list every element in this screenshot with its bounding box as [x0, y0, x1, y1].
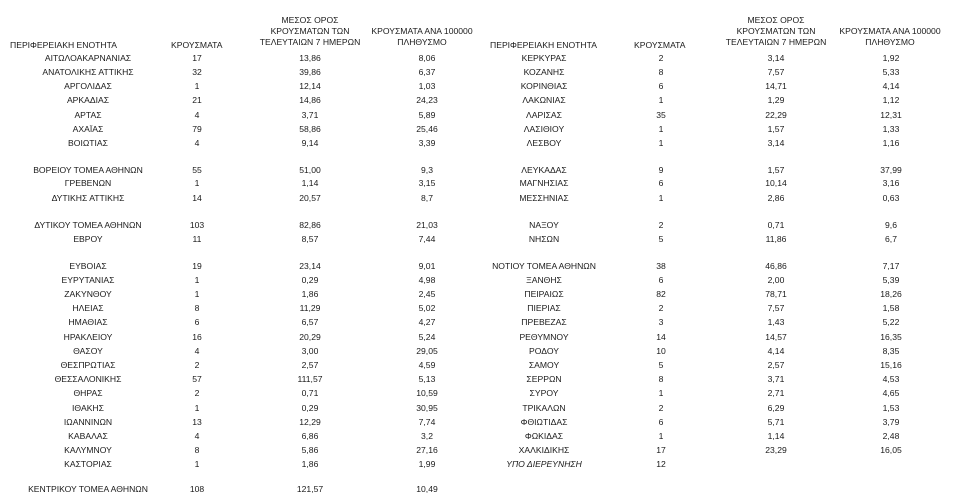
cell-avg7: 3,71 — [301, 110, 319, 120]
cell-cases: 10 — [656, 346, 666, 356]
cell-per100k: 3,39 — [418, 138, 436, 148]
cell-per100k: 37,99 — [880, 165, 902, 175]
cell-cases: 1 — [194, 178, 200, 188]
cell-cases: 79 — [192, 124, 202, 134]
cell-region: ΕΥΡΥΤΑΝΙΑΣ — [61, 275, 115, 285]
cell-avg7: 6,29 — [767, 403, 785, 413]
cell-cases: 1 — [658, 95, 664, 105]
cell-per100k: 4,98 — [418, 275, 436, 285]
cell-avg7: 20,29 — [299, 332, 321, 342]
cell-region: ΙΘΑΚΗΣ — [72, 403, 104, 413]
cell-cases: 1 — [194, 289, 200, 299]
cell-avg7: 3,00 — [301, 346, 319, 356]
cell-avg7: 10,14 — [765, 178, 787, 188]
header-avg7-line-2: ΚΡΟΥΣΜΑΤΩΝ ΤΩΝ — [270, 26, 350, 36]
cell-cases: 2 — [658, 303, 664, 313]
cell-avg7: 1,86 — [301, 289, 319, 299]
cell-per100k: 5,02 — [418, 303, 436, 313]
cell-cases: 3 — [658, 317, 664, 327]
cell-cases: 1 — [658, 388, 664, 398]
cell-region: ΜΕΣΣΗΝΙΑΣ — [519, 193, 569, 203]
cell-avg7: 4,14 — [767, 346, 785, 356]
cell-region: ΗΜΑΘΙΑΣ — [68, 317, 108, 327]
right-header-avg7 — [706, 15, 846, 48]
cell-cases: 17 — [656, 445, 666, 455]
cell-cases: 9 — [658, 165, 664, 175]
cell-per100k: 1,99 — [418, 459, 436, 469]
cell-region: ΛΑΡΙΣΑΣ — [526, 110, 562, 120]
cell-cases: 35 — [656, 110, 666, 120]
cell-region: ΚΕΡΚΥΡΑΣ — [521, 53, 567, 63]
cell-region: ΠΕΙΡΑΙΩΣ — [524, 289, 564, 299]
cell-region: ΜΑΓΝΗΣΙΑΣ — [519, 178, 569, 188]
cell-per100k: 18,26 — [880, 289, 902, 299]
cell-cases: 1 — [194, 459, 200, 469]
cell-avg7: 2,86 — [767, 193, 785, 203]
cell-avg7: 3,71 — [767, 374, 785, 384]
cell-avg7: 8,57 — [301, 234, 319, 244]
cell-avg7: 9,14 — [301, 138, 319, 148]
cell-per100k: 7,44 — [418, 234, 436, 244]
cell-avg7: 1,14 — [767, 431, 785, 441]
cell-per100k: 8,06 — [418, 53, 436, 63]
left-header-avg7 — [240, 15, 380, 48]
cell-region: ΡΟΔΟΥ — [529, 346, 559, 356]
cell-cases: 21 — [192, 95, 202, 105]
cell-cases: 4 — [194, 110, 200, 120]
cell-avg7: 5,86 — [301, 445, 319, 455]
cell-cases: 17 — [192, 53, 202, 63]
cell-cases: 82 — [656, 289, 666, 299]
cell-region: ΗΡΑΚΛΕΙΟΥ — [63, 332, 113, 342]
cell-per100k: 10,59 — [416, 388, 438, 398]
cell-region: ΥΠΟ ΔΙΕΡΕΥΝΗΣΗ — [506, 459, 582, 469]
cell-region: ΙΩΑΝΝΙΝΩΝ — [63, 417, 113, 427]
left-header-region — [10, 40, 117, 51]
cell-region: ΕΥΒΟΙΑΣ — [69, 261, 107, 271]
header-cases-label: ΚΡΟΥΣΜΑΤΑ — [171, 40, 223, 50]
cell-cases: 4 — [194, 138, 200, 148]
cell-cases: 13 — [192, 417, 202, 427]
cell-region: ΛΑΣΙΘΙΟΥ — [523, 124, 565, 134]
cell-per100k: 24,23 — [416, 95, 438, 105]
cell-cases: 2 — [194, 388, 200, 398]
cell-region: ΑΡΚΑΔΙΑΣ — [66, 95, 110, 105]
cell-avg7: 0,29 — [301, 403, 319, 413]
cell-cases: 55 — [192, 165, 202, 175]
cell-cases: 14 — [192, 193, 202, 203]
cell-cases: 1 — [194, 403, 200, 413]
cell-cases: 1 — [658, 193, 664, 203]
cell-avg7: 1,14 — [301, 178, 319, 188]
cell-cases: 1 — [658, 138, 664, 148]
cell-avg7: 1,86 — [301, 459, 319, 469]
cell-region: ΣΥΡΟΥ — [529, 388, 559, 398]
cell-per100k: 5,39 — [882, 275, 900, 285]
cell-avg7: 1,29 — [767, 95, 785, 105]
cell-avg7: 20,57 — [299, 193, 321, 203]
cell-per100k: 2,48 — [882, 431, 900, 441]
cell-cases: 57 — [192, 374, 202, 384]
cell-region: ΝΑΞΟΥ — [529, 220, 559, 230]
cell-region: ΤΡΙΚΑΛΩΝ — [522, 403, 566, 413]
cell-avg7: 23,14 — [299, 261, 321, 271]
cell-region: ΛΕΥΚΑΔΑΣ — [521, 165, 567, 175]
cell-cases: 1 — [658, 431, 664, 441]
cell-region: ΦΘΙΩΤΙΔΑΣ — [520, 417, 568, 427]
cell-per100k: 30,95 — [416, 403, 438, 413]
cell-cases: 5 — [658, 360, 664, 370]
cell-avg7: 51,00 — [299, 165, 321, 175]
cell-region: ΘΑΣΟΥ — [73, 346, 103, 356]
header-avg7-line-1: ΜΕΣΟΣ ΟΡΟΣ — [747, 15, 805, 25]
cell-region: ΒΟΡΕΙΟΥ ΤΟΜΕΑ ΑΘΗΝΩΝ — [33, 165, 143, 175]
cell-per100k: 8,7 — [421, 193, 433, 203]
cell-per100k: 4,65 — [882, 388, 900, 398]
cell-avg7: 1,43 — [767, 317, 785, 327]
cell-region: ΘΕΣΠΡΩΤΙΑΣ — [60, 360, 116, 370]
cell-cases: 103 — [189, 220, 205, 230]
header-region-label: ΠΕΡΙΦΕΡΕΙΑΚΗ ΕΝΟΤΗΤΑ — [490, 40, 597, 50]
right-header-cases — [634, 40, 686, 51]
cell-avg7: 78,71 — [765, 289, 787, 299]
cell-per100k: 3,16 — [882, 178, 900, 188]
cell-region: ΑΝΑΤΟΛΙΚΗΣ ΑΤΤΙΚΗΣ — [42, 67, 134, 77]
cell-per100k: 8,35 — [882, 346, 900, 356]
header-region-label: ΠΕΡΙΦΕΡΕΙΑΚΗ ΕΝΟΤΗΤΑ — [10, 40, 117, 50]
cell-region: ΑΙΤΩΛΟΑΚΑΡΝΑΝΙΑΣ — [44, 53, 132, 63]
header-per100k-line-2: ΠΛΗΘΥΣΜΟ — [865, 37, 915, 47]
cell-cases: 6 — [658, 81, 664, 91]
cell-region: ΕΒΡΟΥ — [73, 234, 103, 244]
cell-region: ΧΑΛΚΙΔΙΚΗΣ — [518, 445, 570, 455]
cell-per100k: 5,22 — [882, 317, 900, 327]
cell-region: ΣΕΡΡΩΝ — [526, 374, 562, 384]
cell-avg7: 2,57 — [767, 360, 785, 370]
cell-per100k: 1,16 — [882, 138, 900, 148]
cell-cases: 4 — [194, 346, 200, 356]
cell-avg7: 7,57 — [767, 303, 785, 313]
cell-avg7: 1,57 — [767, 165, 785, 175]
left-header-cases — [171, 40, 223, 51]
cell-cases: 5 — [658, 234, 664, 244]
right-header-region — [490, 40, 597, 51]
cell-per100k: 6,37 — [418, 67, 436, 77]
cell-region: ΦΩΚΙΔΑΣ — [524, 431, 564, 441]
cell-avg7: 3,14 — [767, 53, 785, 63]
cell-per100k: 16,35 — [880, 332, 902, 342]
cell-per100k: 16,05 — [880, 445, 902, 455]
cell-cases: 4 — [194, 431, 200, 441]
cell-avg7: 14,86 — [299, 95, 321, 105]
header-avg7-line-1: ΜΕΣΟΣ ΟΡΟΣ — [281, 15, 339, 25]
cell-cases: 14 — [656, 332, 666, 342]
cell-cases: 11 — [192, 234, 202, 244]
cell-region: ΓΡΕΒΕΝΩΝ — [64, 178, 112, 188]
cell-cases: 8 — [658, 67, 664, 77]
cell-region: ΘΗΡΑΣ — [73, 388, 103, 398]
cell-avg7: 111,57 — [297, 374, 323, 384]
cell-cases: 2 — [658, 403, 664, 413]
header-avg7-line-3: ΤΕΛΕΥΤΑΙΩΝ 7 ΗΜΕΡΩΝ — [259, 37, 361, 47]
cell-per100k: 9,6 — [885, 220, 897, 230]
cell-per100k: 1,53 — [882, 403, 900, 413]
cell-cases: 1 — [658, 124, 664, 134]
cell-avg7: 2,00 — [767, 275, 785, 285]
cell-per100k: 4,53 — [882, 374, 900, 384]
cell-avg7: 82,86 — [299, 220, 321, 230]
cell-cases: 32 — [192, 67, 202, 77]
cell-avg7: 7,57 — [767, 67, 785, 77]
cell-region: ΛΕΣΒΟΥ — [526, 138, 562, 148]
cell-per100k: 1,92 — [882, 53, 900, 63]
cell-per100k: 6,7 — [885, 234, 897, 244]
cell-avg7: 12,14 — [299, 81, 321, 91]
cell-avg7: 5,71 — [767, 417, 785, 427]
cell-per100k: 7,74 — [418, 417, 436, 427]
cell-cases: 16 — [192, 332, 202, 342]
cell-avg7: 0,29 — [301, 275, 319, 285]
cell-region: ΚΟΖΑΝΗΣ — [523, 67, 565, 77]
cell-region: ΔΥΤΙΚΟΥ ΤΟΜΕΑ ΑΘΗΝΩΝ — [34, 220, 142, 230]
cell-avg7: 6,57 — [301, 317, 319, 327]
cell-per100k: 27,16 — [416, 445, 438, 455]
cell-avg7: 14,71 — [765, 81, 787, 91]
cell-cases: 2 — [194, 360, 200, 370]
cell-avg7: 46,86 — [765, 261, 787, 271]
cell-cases: 8 — [658, 374, 664, 384]
cell-region: ΡΕΘΥΜΝΟΥ — [519, 332, 569, 342]
cell-region: ΒΟΙΩΤΙΑΣ — [68, 138, 108, 148]
cell-cases: 6 — [194, 317, 200, 327]
cell-avg7: 2,57 — [301, 360, 319, 370]
cell-region: ΝΗΣΩΝ — [528, 234, 560, 244]
cell-region: ΛΑΚΩΝΙΑΣ — [522, 95, 566, 105]
cell-region: ΠΙΕΡΙΑΣ — [527, 303, 561, 313]
cell-region: ΑΡΓΟΛΙΔΑΣ — [64, 81, 112, 91]
cell-region: ΑΧΑΪΑΣ — [72, 124, 104, 134]
cell-per100k: 10,49 — [416, 484, 438, 494]
cell-region: ΚΟΡΙΝΘΙΑΣ — [520, 81, 568, 91]
cell-per100k: 4,14 — [882, 81, 900, 91]
cell-avg7: 121,57 — [296, 484, 324, 494]
cell-per100k: 5,33 — [882, 67, 900, 77]
header-per100k-line-1: ΚΡΟΥΣΜΑΤΑ ΑΝΑ 100000 — [371, 26, 473, 36]
cell-per100k: 3,15 — [418, 178, 436, 188]
cell-cases: 6 — [658, 417, 664, 427]
cell-cases: 19 — [192, 261, 202, 271]
cell-avg7: 11,29 — [299, 303, 321, 313]
cell-cases: 2 — [658, 220, 664, 230]
cell-avg7: 2,71 — [767, 388, 785, 398]
cell-per100k: 4,59 — [418, 360, 436, 370]
right-header-per100k — [832, 26, 948, 48]
cell-per100k: 9,01 — [418, 261, 436, 271]
cell-cases: 2 — [658, 53, 664, 63]
cell-per100k: 25,46 — [416, 124, 438, 134]
cell-region: ΚΕΝΤΡΙΚΟΥ ΤΟΜΕΑ ΑΘΗΝΩΝ — [28, 484, 148, 494]
cell-per100k: 3,79 — [882, 417, 900, 427]
cell-per100k: 3,2 — [421, 431, 433, 441]
cell-cases: 1 — [194, 275, 200, 285]
cell-per100k: 1,58 — [882, 303, 900, 313]
header-avg7-line-3: ΤΕΛΕΥΤΑΙΩΝ 7 ΗΜΕΡΩΝ — [725, 37, 827, 47]
cell-cases: 12 — [656, 459, 666, 469]
cell-per100k: 1,03 — [418, 81, 436, 91]
cell-region: ΚΑΣΤΟΡΙΑΣ — [64, 459, 112, 469]
cell-per100k: 5,13 — [418, 374, 436, 384]
cell-region: ΔΥΤΙΚΗΣ ΑΤΤΙΚΗΣ — [51, 193, 125, 203]
header-cases-label: ΚΡΟΥΣΜΑΤΑ — [634, 40, 686, 50]
cell-avg7: 23,29 — [765, 445, 787, 455]
cell-per100k: 1,12 — [882, 95, 900, 105]
cell-per100k: 0,63 — [882, 193, 900, 203]
cell-avg7: 22,29 — [765, 110, 787, 120]
cell-region: ΘΕΣΣΑΛΟΝΙΚΗΣ — [54, 374, 122, 384]
cell-region: ΑΡΤΑΣ — [74, 110, 102, 120]
cell-per100k: 29,05 — [416, 346, 438, 356]
cell-per100k: 2,45 — [418, 289, 436, 299]
header-per100k-line-1: ΚΡΟΥΣΜΑΤΑ ΑΝΑ 100000 — [839, 26, 941, 36]
cell-region: ΞΑΝΘΗΣ — [526, 275, 562, 285]
cell-region: ΣΑΜΟΥ — [528, 360, 560, 370]
cell-per100k: 5,24 — [418, 332, 436, 342]
cell-region: ΗΛΕΙΑΣ — [72, 303, 104, 313]
cell-avg7: 3,14 — [767, 138, 785, 148]
cell-per100k: 1,33 — [882, 124, 900, 134]
cell-avg7: 39,86 — [299, 67, 321, 77]
cell-per100k: 7,17 — [882, 261, 900, 271]
cell-per100k: 21,03 — [416, 220, 438, 230]
cell-per100k: 4,27 — [418, 317, 436, 327]
cell-cases: 6 — [658, 178, 664, 188]
cell-avg7: 13,86 — [299, 53, 321, 63]
left-header-per100k — [366, 26, 478, 48]
header-per100k-line-2: ΠΛΗΘΥΣΜΟ — [397, 37, 447, 47]
cell-avg7: 11,86 — [765, 234, 787, 244]
cell-avg7: 14,57 — [765, 332, 787, 342]
cell-avg7: 1,57 — [767, 124, 785, 134]
header-avg7-line-2: ΚΡΟΥΣΜΑΤΩΝ ΤΩΝ — [736, 26, 816, 36]
cell-avg7: 12,29 — [299, 417, 321, 427]
cell-cases: 38 — [656, 261, 666, 271]
cell-avg7: 0,71 — [301, 388, 319, 398]
cell-cases: 8 — [194, 445, 200, 455]
cell-avg7: 0,71 — [767, 220, 785, 230]
cell-per100k: 12,31 — [880, 110, 902, 120]
cell-region: ΝΟΤΙΟΥ ΤΟΜΕΑ ΑΘΗΝΩΝ — [492, 261, 596, 271]
cell-cases: 6 — [658, 275, 664, 285]
cell-region: ΠΡΕΒΕΖΑΣ — [521, 317, 567, 327]
cell-cases: 108 — [189, 484, 205, 494]
cell-avg7: 6,86 — [301, 431, 319, 441]
cell-region: ΚΑΛΥΜΝΟΥ — [64, 445, 112, 455]
cell-per100k: 5,89 — [418, 110, 436, 120]
cell-cases: 1 — [194, 81, 200, 91]
cell-region: ΖΑΚΥΝΘΟΥ — [64, 289, 112, 299]
cell-avg7: 58,86 — [299, 124, 321, 134]
cell-per100k: 9,3 — [421, 165, 433, 175]
cell-region: ΚΑΒΑΛΑΣ — [68, 431, 108, 441]
cell-cases: 8 — [194, 303, 200, 313]
cell-per100k: 15,16 — [880, 360, 902, 370]
